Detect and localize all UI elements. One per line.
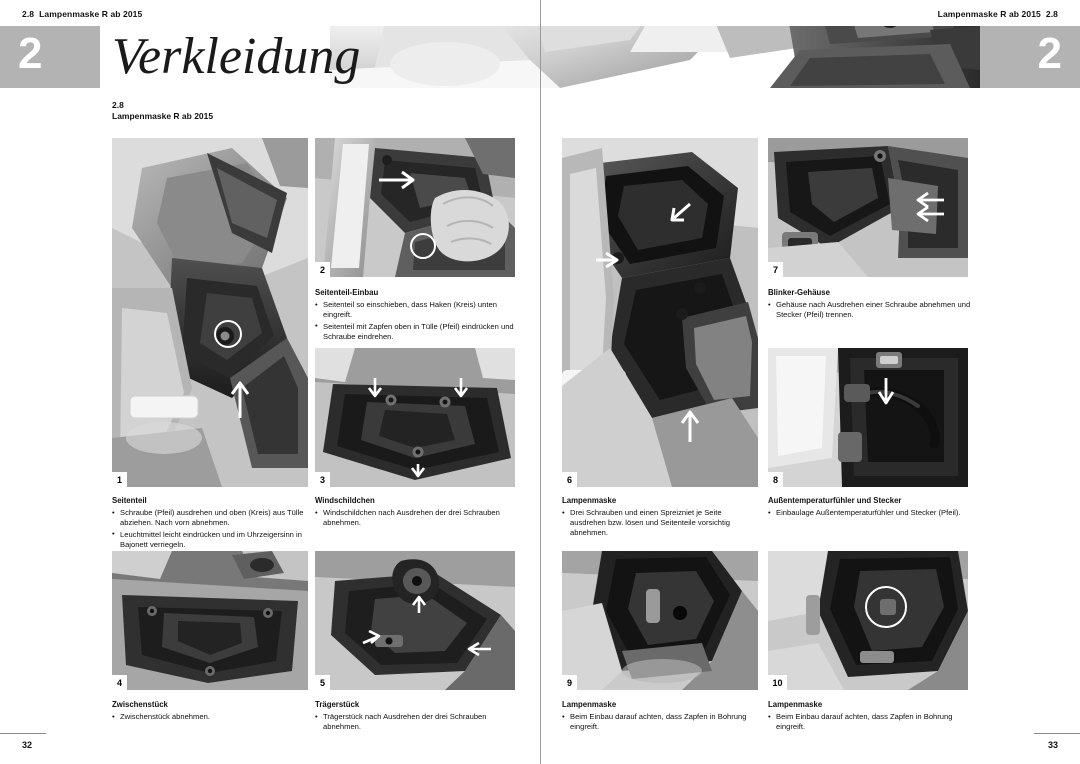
chapter-tab-right xyxy=(980,26,1080,88)
figure-5 xyxy=(315,551,515,690)
section-title: Lampenmaske R ab 2015 xyxy=(112,111,214,122)
header-left xyxy=(22,9,142,19)
figure-6 xyxy=(562,138,758,487)
figure-badge-9: 9 xyxy=(562,675,577,690)
caption-item: • Leuchtmittel leicht eindrücken und im Uhrzeigersinn in Bajonett verriegeln. xyxy=(112,530,308,550)
footer-rule-left xyxy=(0,733,46,734)
caption-title: Seitenteil xyxy=(112,496,147,505)
section-heading xyxy=(112,100,213,123)
caption-item: • Beim Einbau darauf achten, dass Zapfen in Bohrung eingreift. xyxy=(562,712,758,732)
header-right xyxy=(938,9,1058,19)
caption-list xyxy=(315,300,520,342)
caption-list xyxy=(768,508,973,518)
caption-item: • Schraube (Pfeil) ausdrehen und oben (Kreis) aus Tülle abziehen. Nach vorn abnehmen. xyxy=(112,508,308,528)
figure-badge-2: 2 xyxy=(315,262,330,277)
header-left-title: Lampenmaske R ab 2015 xyxy=(39,9,143,19)
page-number-left: 32 xyxy=(22,740,33,750)
caption-seitenteil-einbau xyxy=(315,288,520,343)
chapter-tab-left xyxy=(0,26,100,88)
caption-list xyxy=(112,508,308,550)
caption-item: • Einbaulage Außentemperaturfühler und Stecker (Pfeil). xyxy=(768,508,973,518)
caption-traegerstueck xyxy=(315,700,520,734)
figure-badge-1: 1 xyxy=(112,472,127,487)
caption-list xyxy=(768,712,973,732)
caption-title: Außentemperaturfühler und Stecker xyxy=(768,496,902,505)
caption-blinker-gehaeuse xyxy=(768,288,973,322)
figure-badge-3: 3 xyxy=(315,472,330,487)
caption-list xyxy=(562,712,758,732)
caption-aussentemperaturfuehler xyxy=(768,496,973,520)
caption-list xyxy=(562,508,758,538)
figure-10 xyxy=(768,551,968,690)
caption-item: • Trägerstück nach Ausdrehen der drei Schrauben abnehmen. xyxy=(315,712,520,732)
caption-item: • Seitenteil so einschieben, dass Haken (Kreis) unten eingreift. xyxy=(315,300,520,320)
header-right-title: Lampenmaske R ab 2015 xyxy=(937,9,1041,19)
caption-item: • Drei Schrauben und einen Spreizniet je Seite ausdrehen bzw. lösen und Seitenteile vorsichtig abnehmen. xyxy=(562,508,758,538)
caption-lampenmaske-6 xyxy=(562,496,758,540)
caption-list xyxy=(315,508,520,528)
figure-2 xyxy=(315,138,515,277)
figure-badge-8: 8 xyxy=(768,472,783,487)
caption-lampenmaske-10 xyxy=(768,700,973,734)
page-number-right: 33 xyxy=(1047,740,1058,750)
chapter-number-left: 2 xyxy=(18,29,43,78)
figure-badge-10: 10 xyxy=(768,675,787,690)
caption-title: Lampenmaske xyxy=(562,496,617,505)
caption-item: • Gehäuse nach Ausdrehen einer Schraube abnehmen und Stecker (Pfeil) trennen. xyxy=(768,300,973,320)
figure-8 xyxy=(768,348,968,487)
caption-lampenmaske-9 xyxy=(562,700,758,734)
caption-list xyxy=(768,300,973,320)
caption-item: • Beim Einbau darauf achten, dass Zapfen in Bohrung eingreift. xyxy=(768,712,973,732)
caption-title: Seitenteil-Einbau xyxy=(315,288,379,297)
figure-7 xyxy=(768,138,968,277)
chapter-title: Verkleidung xyxy=(112,28,361,85)
caption-windschildchen xyxy=(315,496,520,530)
figure-badge-4: 4 xyxy=(112,675,127,690)
caption-title: Zwischenstück xyxy=(112,700,168,709)
caption-title: Lampenmaske xyxy=(562,700,617,709)
caption-title: Blinker-Gehäuse xyxy=(768,288,830,297)
figure-badge-6: 6 xyxy=(562,472,577,487)
figure-4 xyxy=(112,551,308,690)
figure-badge-5: 5 xyxy=(315,675,330,690)
figure-9 xyxy=(562,551,758,690)
figure-1 xyxy=(112,138,308,487)
caption-seitenteil xyxy=(112,496,308,551)
caption-title: Trägerstück xyxy=(315,700,360,709)
caption-item: • Windschildchen nach Ausdrehen der drei Schrauben abnehmen. xyxy=(315,508,520,528)
caption-list xyxy=(112,712,308,722)
caption-zwischenstueck xyxy=(112,700,308,724)
caption-item: • Seitenteil mit Zapfen oben in Tülle (Pfeil) eindrücken und Schraube eindrehen. xyxy=(315,322,520,342)
section-number: 2.8 xyxy=(112,100,124,110)
caption-list xyxy=(315,712,520,732)
figure-badge-7: 7 xyxy=(768,262,783,277)
caption-item: • Zwischenstück abnehmen. xyxy=(112,712,308,722)
header-right-number: 2.8 xyxy=(1045,9,1058,19)
caption-title: Windschildchen xyxy=(315,496,375,505)
figure-3 xyxy=(315,348,515,487)
chapter-number-right: 2 xyxy=(1037,29,1062,78)
page-gutter-rule xyxy=(540,0,541,764)
caption-title: Lampenmaske xyxy=(768,700,823,709)
header-left-number: 2.8 xyxy=(22,9,35,19)
footer-rule-right xyxy=(1034,733,1080,734)
